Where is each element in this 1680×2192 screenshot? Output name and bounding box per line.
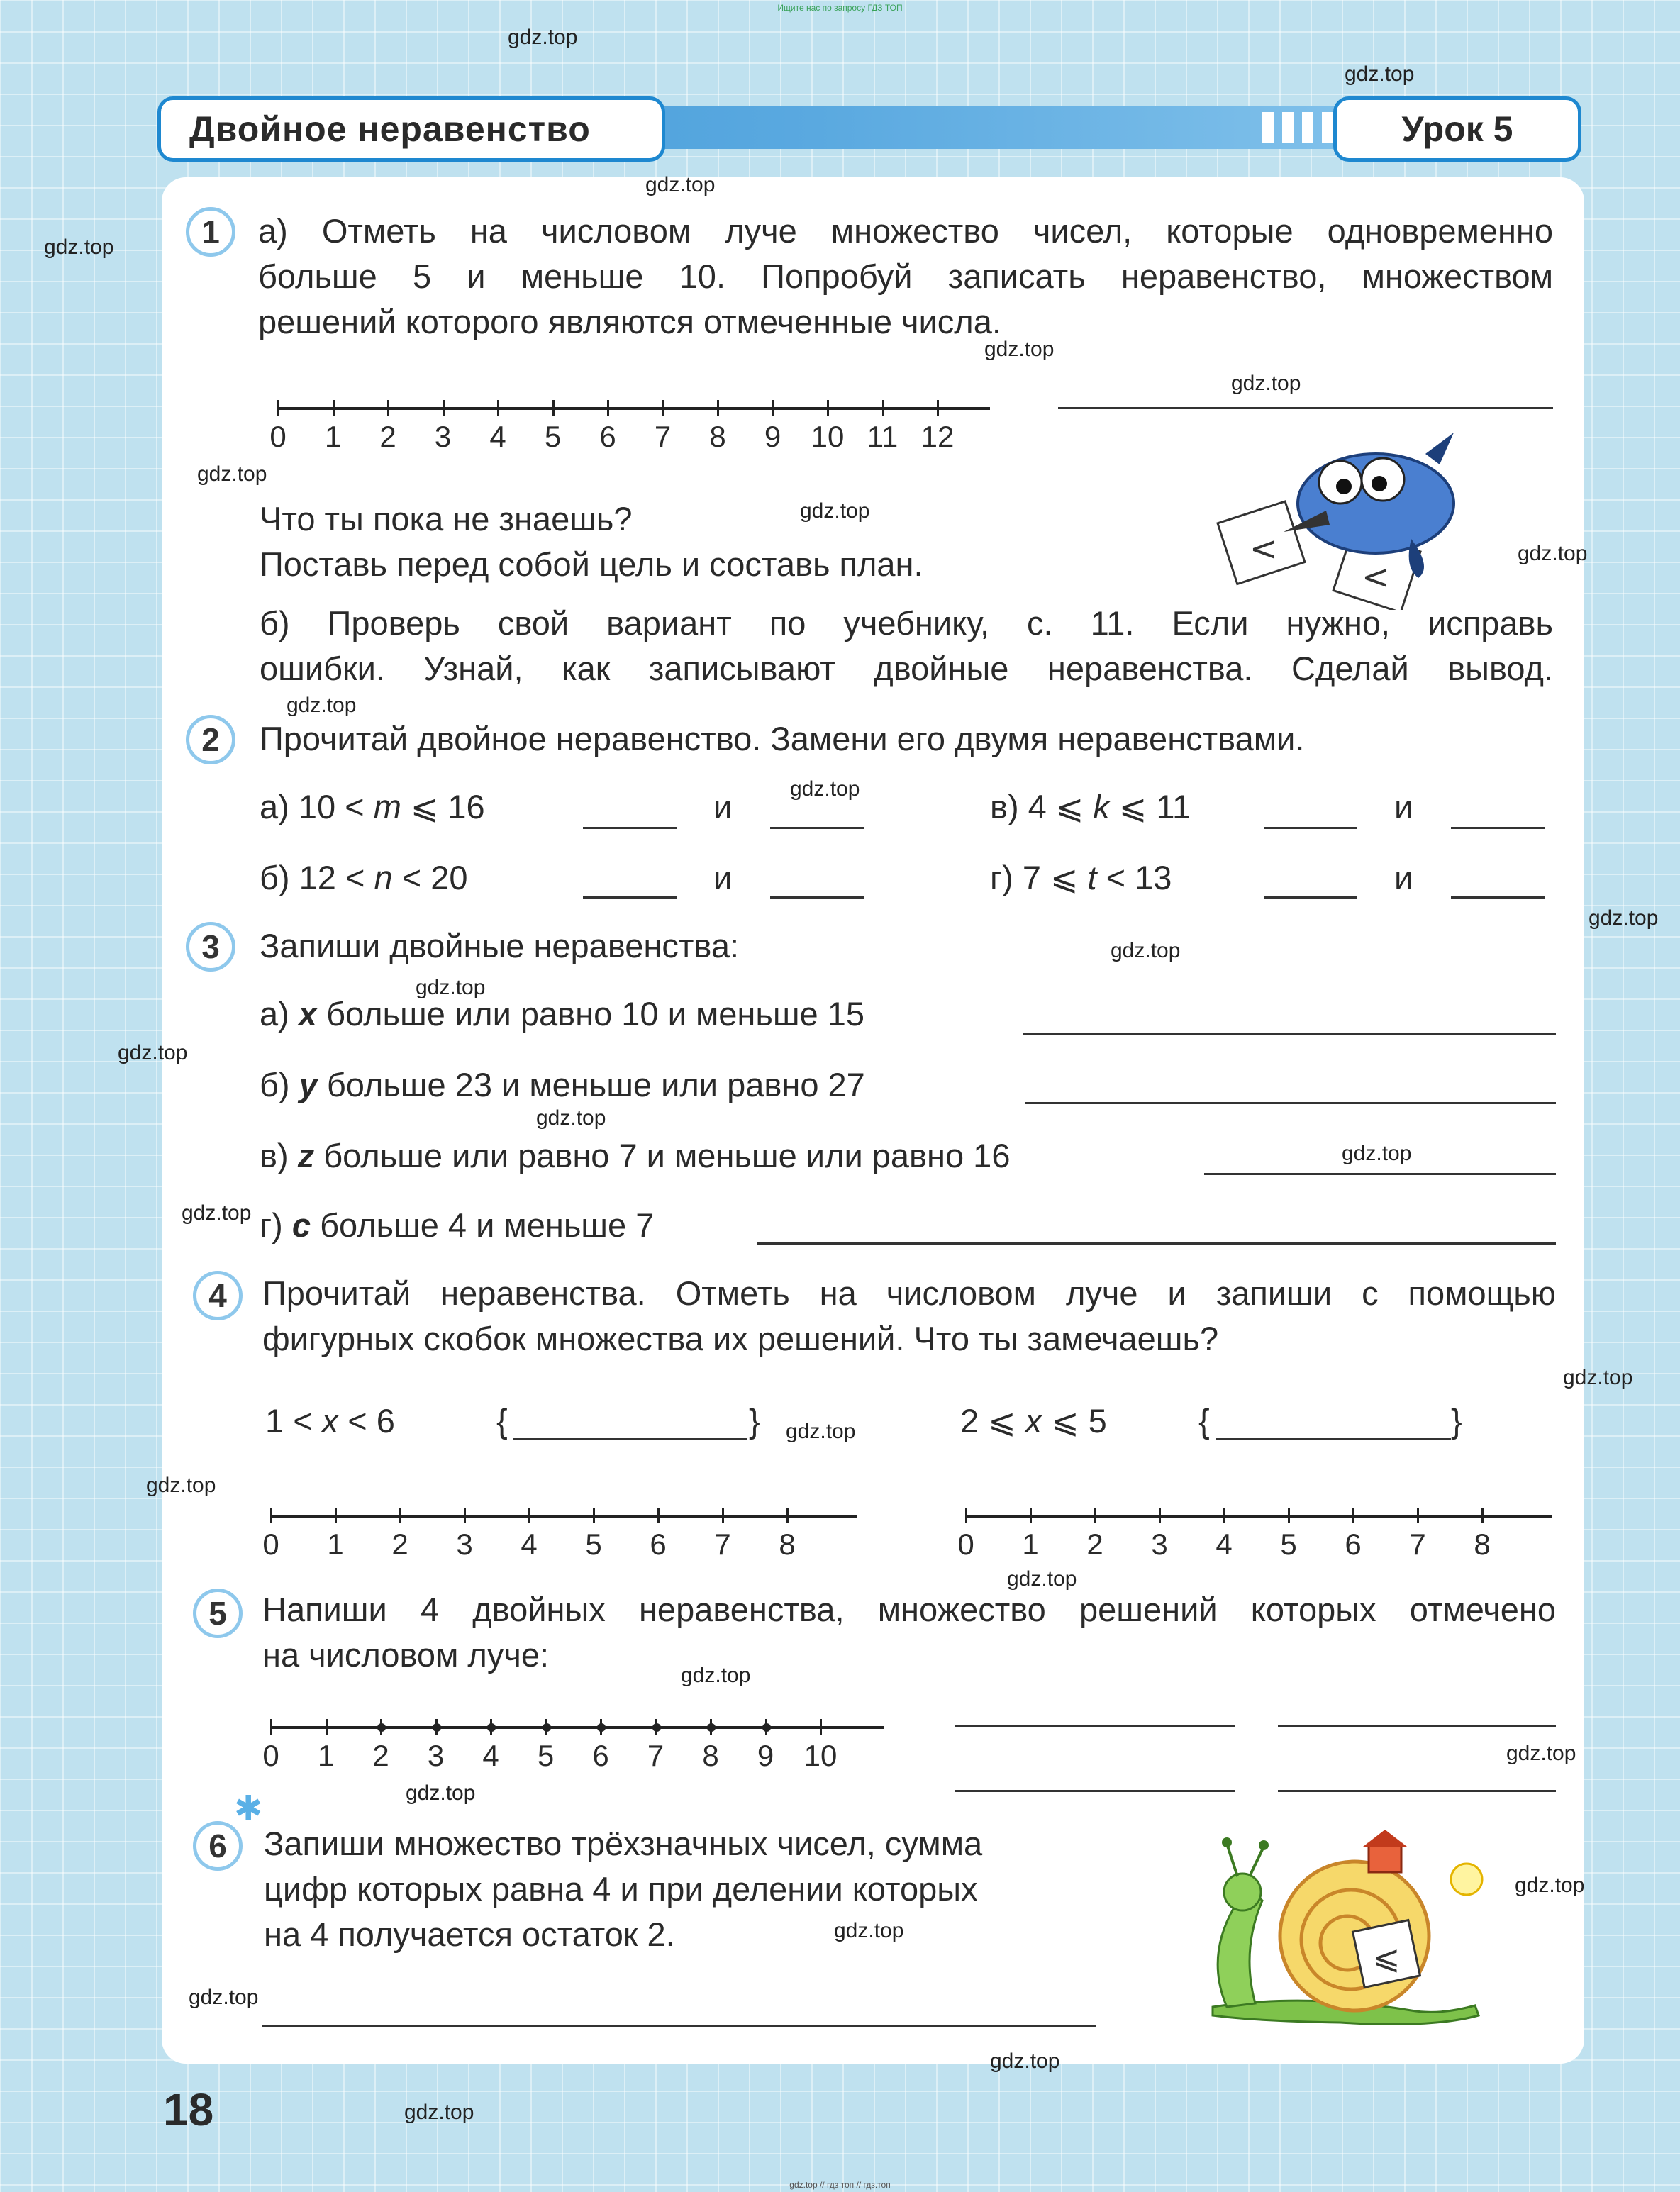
tick-mark [722, 1508, 724, 1523]
ineq-1-left: 1 < [265, 1402, 313, 1440]
tick-label: 9 [764, 420, 781, 453]
tick-label: 7 [1409, 1528, 1426, 1561]
stripe-bar [1322, 112, 1333, 143]
tick-label: 8 [709, 420, 726, 453]
watermark: gdz.top [1563, 1366, 1633, 1389]
watermark: gdz.top [287, 694, 357, 717]
tick-label: 8 [1474, 1528, 1491, 1561]
tick-mark [270, 1508, 272, 1523]
tick-mark [717, 400, 719, 416]
tick-label: 6 [650, 1528, 667, 1561]
watermark: gdz.top [508, 26, 578, 49]
answer-line[interactable] [1023, 1033, 1556, 1035]
task-2-a-rest: ⩽ 16 [410, 788, 485, 825]
task-3-b-rest: больше 23 и меньше или равно 27 [326, 1066, 865, 1103]
answer-line[interactable] [1264, 827, 1357, 829]
tick-mark [326, 1719, 328, 1735]
tick-mark [772, 400, 774, 416]
tick-label: 6 [1345, 1528, 1362, 1561]
task-2-d-rest: < 13 [1106, 859, 1172, 896]
snail-head [1224, 1874, 1261, 1910]
watermark: gdz.top [786, 1420, 856, 1443]
number-line-axis [271, 1726, 884, 1729]
stripe-bar [1262, 112, 1274, 143]
answer-line[interactable] [770, 896, 864, 899]
tick-mark [464, 1508, 466, 1523]
answer-line[interactable] [1058, 407, 1553, 409]
task-4-line-1: Прочитай неравенства. Отметь на числовом луче и запиши с помощью [262, 1274, 1556, 1312]
brace-open: { [496, 1402, 508, 1440]
tick-label: 4 [1216, 1528, 1233, 1561]
task-3-c [260, 1133, 1010, 1179]
task-3-c-label: в) [260, 1137, 289, 1174]
watermark: gdz.top [197, 462, 267, 486]
var-c: c [291, 1206, 311, 1244]
marked-point [543, 1723, 551, 1732]
card-symbol: ⩽ [1372, 1938, 1401, 1976]
tick-mark [965, 1508, 967, 1523]
tick-mark [1223, 1508, 1225, 1523]
crow-pupil [1336, 479, 1352, 494]
tick-mark [1030, 1508, 1032, 1523]
watermark: gdz.top [536, 1106, 606, 1130]
task-3-number: 3 [186, 922, 235, 972]
tick-label: 10 [811, 420, 845, 453]
snail-antenna [1227, 1844, 1237, 1876]
tick-label: 9 [757, 1739, 774, 1772]
answer-line[interactable] [1451, 827, 1545, 829]
tick-label: 12 [920, 420, 955, 453]
task-1-number: 1 [186, 207, 235, 257]
card-symbol-1: < [1249, 529, 1279, 569]
tick-mark [270, 1719, 272, 1735]
watermark: gdz.top [416, 976, 486, 999]
task-3-text: Запиши двойные неравенства: [260, 927, 740, 964]
tick-label: 0 [262, 1528, 279, 1561]
var-y: y [299, 1066, 318, 1103]
watermark: gdz.top [990, 2049, 1060, 2073]
answer-line[interactable] [583, 827, 677, 829]
watermark: gdz.top [1589, 906, 1659, 930]
tick-label: 0 [269, 420, 287, 453]
tick-label: 7 [654, 420, 672, 453]
page-title: Двойное неравенство [157, 96, 665, 162]
tick-mark [277, 400, 279, 416]
task-3-d-label: г) [260, 1206, 283, 1244]
task-5-line-1: Напиши 4 двойных неравенства, множество решений которых отмечено [262, 1591, 1556, 1628]
var-t: t [1087, 859, 1097, 896]
tick-mark [552, 400, 555, 416]
tick-label: 2 [379, 420, 396, 453]
tick-mark [1288, 1508, 1290, 1523]
top-note: Ищите нас по запросу ГДЗ ТОП [777, 3, 903, 13]
brace-open: { [1198, 1402, 1210, 1440]
watermark: gdz.top [1007, 1567, 1077, 1591]
stripe-bar [1302, 112, 1313, 143]
watermark: gdz.top [800, 499, 870, 523]
answer-line[interactable] [770, 827, 864, 829]
watermark: gdz.top [1506, 1742, 1576, 1765]
watermark: gdz.top [1111, 939, 1181, 962]
answer-line[interactable] [1216, 1438, 1451, 1440]
crow-feather [1425, 433, 1454, 464]
tick-mark [1352, 1508, 1354, 1523]
tick-label: 6 [592, 1739, 609, 1772]
tick-mark [662, 400, 664, 416]
task-2-b-rest: < 20 [401, 859, 468, 896]
watermark: gdz.top [44, 235, 114, 259]
brace-close: } [1451, 1402, 1462, 1440]
tick-label: 1 [317, 1739, 335, 1772]
tick-label: 5 [585, 1528, 602, 1561]
watermark: gdz.top [182, 1201, 252, 1225]
tick-mark [399, 1508, 401, 1523]
tick-mark [387, 400, 389, 416]
task-5-line-2: на числовом луче: [262, 1636, 550, 1674]
watermark: gdz.top [834, 1919, 904, 1942]
crow-pupil [1372, 476, 1387, 491]
number-line-axis [966, 1515, 1552, 1518]
ineq-1-right: < 6 [347, 1402, 395, 1440]
var-z: z [297, 1137, 315, 1174]
star-icon: ✱ [234, 1788, 263, 1828]
tick-mark [593, 1508, 595, 1523]
task-1-line-3: решений которого являются отмеченные числа. [258, 303, 1001, 340]
watermark: gdz.top [118, 1041, 188, 1064]
task-5-number: 5 [193, 1589, 243, 1638]
tick-label: 10 [803, 1739, 838, 1772]
task-1-b-line-1: б) Проверь свой вариант по учебнику, с. 11. Если нужно, исправь [260, 604, 1553, 642]
answer-line[interactable] [1278, 1790, 1556, 1792]
watermark: gdz.top [1515, 1874, 1585, 1897]
tick-label: 2 [391, 1528, 408, 1561]
var-m: m [373, 788, 401, 825]
watermark: gdz.top [1518, 542, 1588, 565]
marked-point [707, 1723, 716, 1732]
and-word: и [1394, 859, 1413, 896]
task-6-line-3: на 4 получается остаток 2. [264, 1915, 675, 1953]
marked-point [652, 1723, 661, 1732]
tick-mark [1481, 1508, 1484, 1523]
watermark: gdz.top [984, 338, 1055, 361]
tick-mark [786, 1508, 789, 1523]
tick-label: 8 [779, 1528, 796, 1561]
task-4-number: 4 [193, 1271, 243, 1320]
stripe-bar [1282, 112, 1294, 143]
tick-label: 3 [434, 420, 452, 453]
marked-point [762, 1723, 771, 1732]
task-3-a-rest: больше или равно 10 и меньше 15 [326, 995, 865, 1033]
ineq-2-left: 2 ⩽ [960, 1402, 1016, 1440]
tick-label: 5 [537, 1739, 555, 1772]
task-1-line-1: а) Отметь на числовом луче множество чисел, которые одновременно [258, 212, 1553, 250]
answer-line[interactable] [513, 1438, 747, 1440]
crow-illustration [1198, 425, 1496, 610]
answer-line[interactable] [1451, 896, 1545, 899]
task-1-question-1: Что ты пока не знаешь? [260, 500, 633, 538]
tick-label: 1 [324, 420, 342, 453]
watermark: gdz.top [1345, 62, 1415, 86]
task-3-b [260, 1062, 865, 1108]
tick-label: 4 [521, 1528, 538, 1561]
tick-label: 5 [1280, 1528, 1297, 1561]
brace-close: } [749, 1402, 760, 1440]
tick-mark [827, 400, 829, 416]
ineq-2-right: ⩽ 5 [1051, 1402, 1107, 1440]
tick-mark [882, 400, 884, 416]
tick-label: 0 [262, 1739, 279, 1772]
sun-icon [1451, 1864, 1482, 1895]
task-2-c-label: в) 4 ⩽ [990, 788, 1084, 825]
tick-label: 3 [456, 1528, 473, 1561]
tick-label: 7 [647, 1739, 664, 1772]
task-6-number: 6 [193, 1821, 243, 1871]
tick-mark [497, 400, 499, 416]
task-3-d [260, 1203, 654, 1248]
tick-label: 4 [482, 1739, 499, 1772]
answer-line[interactable] [1025, 1102, 1556, 1104]
and-word: и [1394, 788, 1413, 825]
tick-label: 11 [867, 420, 899, 453]
number-line-axis [271, 1515, 857, 1518]
page-number: 18 [163, 2084, 214, 2135]
answer-line[interactable] [1264, 896, 1357, 899]
task-3-d-rest: больше 4 и меньше 7 [320, 1206, 655, 1244]
watermark: gdz.top [1231, 372, 1301, 395]
tick-label: 2 [372, 1739, 389, 1772]
tick-label: 4 [489, 420, 506, 453]
tick-label: 1 [1022, 1528, 1039, 1561]
task-2-a-label: а) 10 < [260, 788, 365, 825]
tick-mark [937, 400, 939, 416]
tick-mark [657, 1508, 660, 1523]
task-2-number: 2 [186, 715, 235, 764]
task-2-b-label: б) 12 < [260, 859, 365, 896]
marked-point [487, 1723, 496, 1732]
answer-line[interactable] [955, 1725, 1235, 1727]
answer-line[interactable] [955, 1790, 1235, 1792]
tick-label: 1 [327, 1528, 344, 1561]
tick-mark [607, 400, 609, 416]
tick-label: 6 [599, 420, 616, 453]
tick-label: 2 [1086, 1528, 1103, 1561]
watermark: gdz.top [681, 1664, 751, 1687]
tick-mark [1417, 1508, 1419, 1523]
tick-mark [1094, 1508, 1096, 1523]
task-3-b-label: б) [260, 1066, 290, 1103]
var-x: x [1025, 1402, 1042, 1440]
shell-house [1369, 1844, 1401, 1872]
var-n: n [374, 859, 393, 896]
watermark: gdz.top [645, 173, 716, 196]
antenna-tip [1222, 1837, 1232, 1847]
task-2-c-rest: ⩽ 11 [1118, 788, 1191, 825]
bottom-note: gdz.top // гдз топ // гдз.топ [789, 2180, 891, 2190]
watermark: gdz.top [1342, 1142, 1412, 1165]
snail-neck [1218, 1895, 1262, 2007]
answer-line[interactable] [583, 896, 677, 899]
task-2-b [260, 855, 467, 901]
task-3-a-label: а) [260, 995, 289, 1033]
tick-label: 5 [544, 420, 562, 453]
marked-point [377, 1723, 386, 1732]
snail-illustration [1198, 1830, 1496, 2028]
task-2-d-label: г) 7 ⩽ [990, 859, 1079, 896]
var-x: x [321, 1402, 339, 1440]
tick-mark [1159, 1508, 1161, 1523]
watermark: gdz.top [406, 1781, 476, 1805]
task-6-line-2: цифр которых равна 4 и при делении которых [264, 1870, 978, 1908]
tick-mark [443, 400, 445, 416]
task-1-line-2: больше 5 и меньше 10. Попробуй записать неравенство, множеством [258, 257, 1553, 295]
marked-point [597, 1723, 606, 1732]
tick-label: 7 [714, 1528, 731, 1561]
task-4-line-2: фигурных скобок множества их решений. Что ты замечаешь? [262, 1320, 1219, 1357]
task-2-text: Прочитай двойное неравенство. Замени его двумя неравенствами. [260, 720, 1305, 757]
task-2-a [260, 784, 485, 830]
tick-mark [528, 1508, 530, 1523]
tick-mark [820, 1719, 822, 1735]
watermark: gdz.top [790, 777, 860, 801]
and-word: и [713, 859, 733, 896]
and-word: и [713, 788, 733, 825]
task-1-b-line-2: ошибки. Узнай, как записывают двойные неравенства. Сделай вывод. [260, 650, 1553, 687]
task-1-question-2: Поставь перед собой цель и составь план. [260, 545, 923, 583]
card-symbol-2: < [1361, 557, 1391, 597]
task-6-line-1: Запиши множество трёхзначных чисел, сумма [264, 1825, 983, 1862]
tick-mark [333, 400, 335, 416]
watermark: gdz.top [189, 1986, 259, 2009]
task-3-a [260, 991, 864, 1037]
tick-label: 3 [427, 1739, 445, 1772]
tick-label: 8 [702, 1739, 719, 1772]
marked-point [433, 1723, 441, 1732]
watermark: gdz.top [404, 2101, 474, 2124]
house-roof [1363, 1830, 1407, 1847]
tick-label: 0 [957, 1528, 974, 1561]
lesson-label: Урок 5 [1333, 96, 1581, 162]
task-4-inequality-1 [265, 1398, 395, 1444]
antenna-tip [1259, 1840, 1269, 1850]
task-4-inequality-2 [960, 1398, 1107, 1444]
answer-line[interactable] [262, 2025, 1096, 2027]
snail-antenna [1250, 1847, 1264, 1876]
task-2-d [990, 855, 1172, 901]
answer-line[interactable] [1204, 1173, 1556, 1175]
tick-label: 3 [1151, 1528, 1168, 1561]
task-2-c [990, 784, 1191, 830]
answer-line[interactable] [1278, 1725, 1556, 1727]
var-k: k [1093, 788, 1110, 825]
var-x: x [298, 995, 317, 1033]
tick-mark [335, 1508, 337, 1523]
watermark: gdz.top [146, 1474, 216, 1497]
answer-line[interactable] [757, 1242, 1556, 1245]
task-3-c-rest: больше или равно 7 и меньше или равно 16 [323, 1137, 1011, 1174]
